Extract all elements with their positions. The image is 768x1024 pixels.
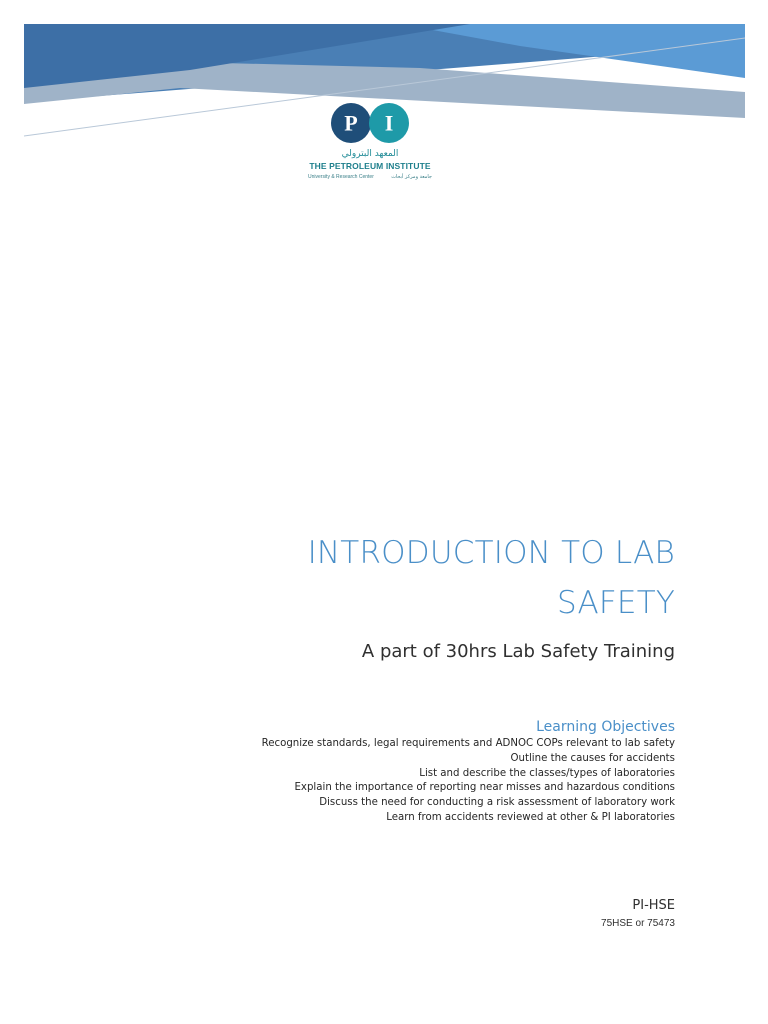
logo-subtitle-arabic: جامعة ومركز أبحاث bbox=[391, 174, 432, 180]
department-label: PI-HSE bbox=[632, 898, 675, 913]
document-title-line-1: INTRODUCTION TO LAB bbox=[307, 535, 675, 571]
logo-mark-icon bbox=[330, 102, 410, 144]
learning-objectives-heading: Learning Objectives bbox=[536, 719, 675, 735]
petroleum-institute-logo bbox=[300, 100, 440, 190]
objective-item: Learn from accidents reviewed at other & PI laboratories bbox=[386, 811, 675, 823]
logo-letter-p: P bbox=[344, 110, 358, 136]
learning-objectives-list bbox=[155, 737, 675, 826]
objective-item: Outline the causes for accidents bbox=[510, 752, 675, 764]
objective-item: List and describe the classes/types of laboratories bbox=[419, 767, 675, 779]
logo-subtitle-english: University & Research Center bbox=[308, 174, 374, 180]
contact-number: 75HSE or 75473 bbox=[601, 918, 675, 929]
document-title bbox=[215, 528, 675, 628]
logo-english-name: THE PETROLEUM INSTITUTE bbox=[309, 161, 431, 171]
logo-letter-i: I bbox=[384, 110, 394, 136]
logo-subtitle bbox=[308, 173, 432, 181]
logo-arabic-name: المعهد البترولي bbox=[341, 149, 399, 159]
document-title-line-2: SAFETY bbox=[557, 585, 675, 621]
objective-item: Discuss the need for conducting a risk assessment of laboratory work bbox=[319, 797, 675, 809]
objective-item: Explain the importance of reporting near misses and hazardous conditions bbox=[294, 782, 675, 794]
document-subtitle: A part of 30hrs Lab Safety Training bbox=[361, 641, 675, 662]
objective-item: Recognize standards, legal requirements and ADNOC COPs relevant to lab safety bbox=[261, 738, 675, 749]
